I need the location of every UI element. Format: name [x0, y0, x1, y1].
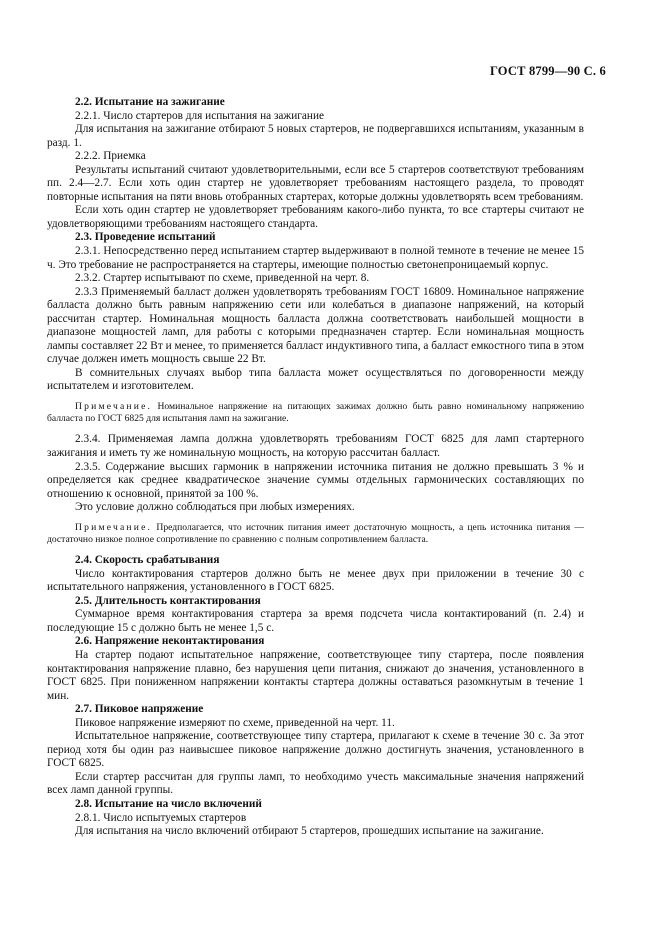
paragraph: Пиковое напряжение измеряют по схеме, приведенной на черт. 11. [75, 716, 395, 729]
section-heading: 2.4. Скорость срабатывания [75, 554, 220, 567]
page-header: ГОСТ 8799—90 С. 6 [489, 64, 606, 78]
section-heading: 2.5. Длительность контактирования [75, 594, 261, 607]
note-label: Примечание. [75, 401, 153, 413]
paragraph: Суммарное время контактирования стартера за время подсчета числа контактирований (п. 2.4) и последующие 15 с должно быть не менее 1,5 с. [47, 608, 584, 634]
note [47, 401, 584, 425]
paragraph: 2.3.2. Стартер испытывают по схеме, приведенной на черт. 8. [75, 272, 370, 285]
paragraph: Число контактирования стартеров должно быть не менее двух при приложении в течение 30 с испытательного напряжения, установленного в ГОСТ 6825. [47, 567, 584, 594]
paragraph: 2.3.1. Непосредственно перед испытанием стартер выдерживают в полной темноте в течение не менее 15 ч. Это требование не распространяется на стартеры, имеющие полностью светонепроницаемый корпус. [47, 245, 584, 271]
paragraph: 2.3.5. Содержание высших гармоник в напряжении источника питания не должно превышать 3 % и определяется как среднее квадратическое значение суммы отдельных гармонических составляющих по отношению к основной, принятой за 100 %. [47, 460, 584, 500]
note-text: Номинальное напряжение на питающих зажимах должно быть равно номинальному напряжению балласта по ГОСТ 6825 для испытания ламп на зажигание. [47, 401, 584, 425]
paragraph: Это условие должно соблюдаться при любых измерениях. [75, 501, 355, 514]
paragraph: Для испытания на число включений отбирают 5 стартеров, прошедших испытание на зажигание. [75, 825, 544, 838]
section-heading: 2.7. Пиковое напряжение [75, 703, 204, 716]
section-heading: 2.8. Испытание на число включений [75, 797, 262, 810]
paragraph: Результаты испытаний считают удовлетворительными, если все 5 стартеров соответствуют требованиям пп. 2.4—2.7. Если хоть один стартер не удовлетворяет требованиям настоящего раздела, то проводят повторные испытания на пяти вновь отобранных стартерах, которые должны удовлетворять всем требованиям. [47, 163, 584, 203]
paragraph: 2.3.4. Применяемая лампа должна удовлетворять требованиям ГОСТ 6825 для ламп стартерного зажигания и иметь ту же номинальную мощность, на которую рассчитан балласт. [47, 433, 584, 459]
note-label: Примечание. [75, 521, 153, 533]
paragraph: На стартер подают испытательное напряжение, соответствующее типу стартера, после появления контактирования напряжение плавно, без нарушения цепи питания, снижают до значения, установленного в ГОСТ 6825. При пониженном напряжении контакты стартера должны оставаться разомкнутым в течение 1 мин. [47, 648, 584, 702]
note [47, 522, 584, 546]
section-heading: 2.2. Испытание на зажигание [75, 96, 225, 108]
paragraph: Если стартер рассчитан для группы ламп, то необходимо учесть максимальные значения напряжений всех ламп данной группы. [47, 770, 584, 797]
paragraph: 2.2.2. Приемка [75, 150, 146, 163]
note-text: Предполагается, что источник питания имеет достаточную мощность, а цепь источника питания — достаточно низкое полное сопротивление по сравнению с полным сопротивлением балласта. [47, 521, 584, 545]
section-heading: 2.6. Напряжение неконтактирования [75, 635, 265, 648]
paragraph: В сомнительных случаях выбор типа балласта может осуществляться по договоренности между испытателем и изготовителем. [47, 366, 584, 393]
paragraph: Испытательное напряжение, соответствующее типу стартера, прилагают к схеме в течение 30 с. За этот период хотя бы один раз наивысшее пиковое напряжение должно достигнуть значения, установленного в ГОСТ 6825. [47, 730, 584, 770]
paragraph: 2.2.1. Число стартеров для испытания на зажигание [75, 109, 325, 122]
paragraph: 2.8.1. Число испытуемых стартеров [75, 811, 247, 824]
document-body [47, 96, 584, 839]
paragraph: Если хоть один стартер не удовлетворяет требованиям какого-либо пункта, то все стартеры считают не удовлетворяющими требованиям настоящего стандарта. [47, 204, 584, 230]
paragraph: Для испытания на зажигание отбирают 5 новых стартеров, не подвергавшихся испытаниям, указанным в разд. 1. [47, 123, 584, 149]
section-heading: 2.3. Проведение испытаний [75, 231, 216, 244]
paragraph: 2.3.3 Применяемый балласт должен удовлетворять требованиям ГОСТ 16809. Номинальное напряжение балласта должно быть равным напряжению сети или колебаться в диапазоне напряжений, на который рассчитан стартер. Номинальная мощность балласта должна соответствовать наибольшей мощности в диапазоне мощностей ламп, для работы с которыми предназначен стартер. Если номинальная мощность лампы составляет 22 Вт и менее, то применяется балласт индуктивного типа, а балласт емкостного типа в этом случае должен иметь мощность свыше 22 Вт. [47, 285, 584, 366]
